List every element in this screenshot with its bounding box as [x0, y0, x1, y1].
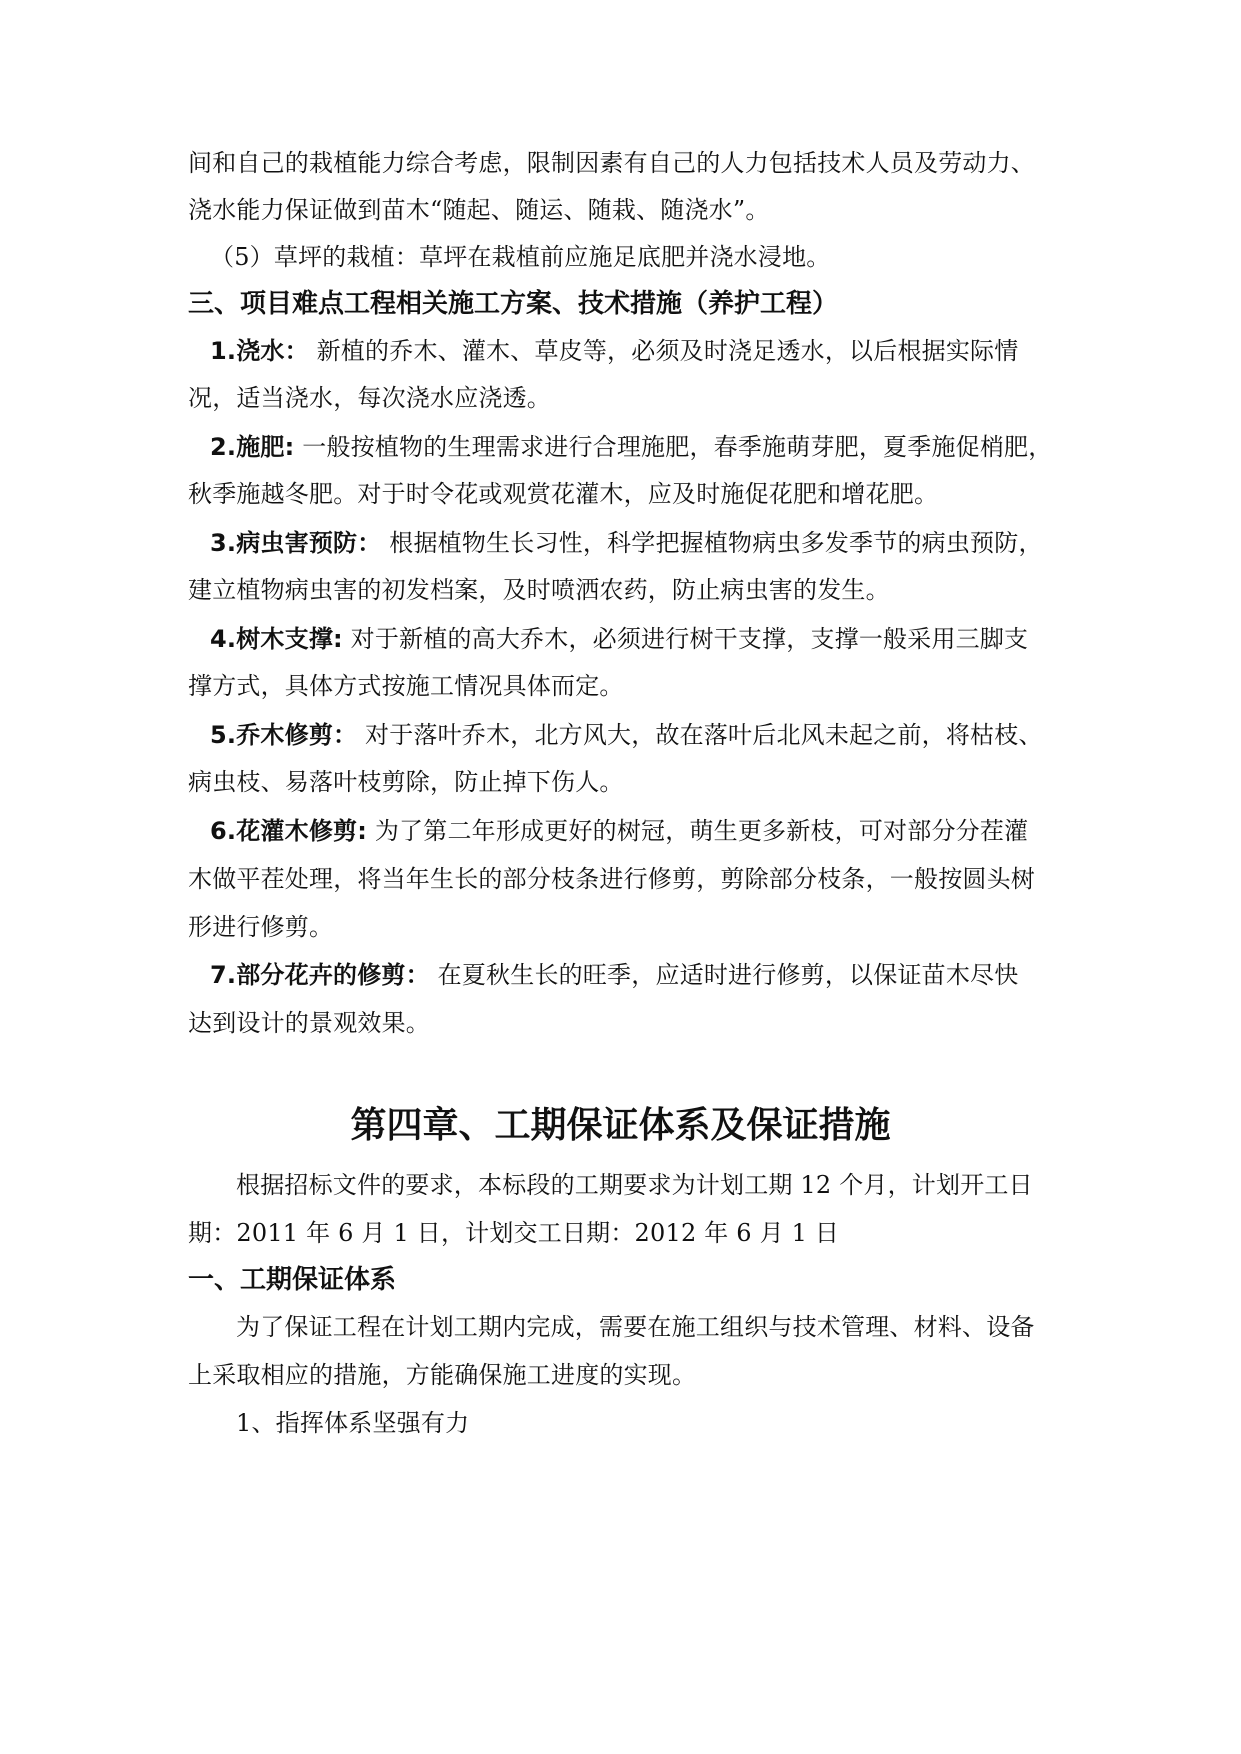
paragraph-line: 间和自己的栽植能力综合考虑，限制因素有自己的人力包括技术人员及劳动力、	[188, 149, 1035, 177]
measure-5-line	[210, 718, 1043, 752]
measure-label: 2.施肥:	[210, 433, 295, 461]
measure-2-line-2: 秋季施越冬肥。对于时令花或观赏花灌木，应及时施促花肥和增花肥。	[188, 480, 939, 508]
measure-text: 根据植物生长习性，科学把握植物病虫多发季节的病虫预防，	[381, 529, 1043, 557]
measure-text: 一般按植物的生理需求进行合理施肥，春季施萌芽肥，夏季施促梢肥，	[294, 433, 1053, 461]
section-3-heading: 三、项目难点工程相关施工方案、技术措施（养护工程）	[188, 289, 839, 319]
measure-label: 5.乔木修剪：	[210, 721, 358, 749]
measure-label: 3.病虫害预防：	[210, 529, 382, 557]
measure-1-line-2: 况，适当浇水，每次浇水应浇透。	[188, 384, 551, 412]
subsection-1-heading: 1、指挥体系坚强有力	[236, 1409, 470, 1437]
measure-label: 4.树木支撑:	[210, 625, 343, 653]
measure-3-line-2: 建立植物病虫害的初发档案，及时喷洒农药，防止病虫害的发生。	[188, 576, 890, 604]
measure-text: 对于落叶乔木，北方风大，故在落叶后北风未起之前，将枯枝、	[357, 721, 1043, 749]
measure-6-line-3: 形进行修剪。	[188, 913, 334, 941]
section-1-heading: 一、工期保证体系	[188, 1265, 397, 1295]
chapter-4-intro-line-1: 根据招标文件的要求，本标段的工期要求为计划工期 12 个月，计划开工日	[236, 1171, 1033, 1199]
measure-7-line	[210, 958, 1018, 992]
section-1-para-line-2: 上采取相应的措施，方能确保施工进度的实现。	[188, 1361, 697, 1389]
measure-label: 1.浇水：	[210, 337, 309, 365]
measure-3-line	[210, 526, 1043, 560]
measure-7-line-2: 达到设计的景观效果。	[188, 1009, 430, 1037]
measure-6-line	[210, 814, 1028, 848]
measure-1-line	[210, 334, 1018, 368]
measure-label: 7.部分花卉的修剪：	[210, 961, 430, 989]
measure-6-line-2: 木做平茬处理，将当年生长的部分枝条进行修剪，剪除部分枝条，一般按圆头树	[188, 865, 1035, 893]
measure-text: 对于新植的高大乔木，必须进行树干支撑，支撑一般采用三脚支	[342, 625, 1029, 653]
paragraph-line: 浇水能力保证做到苗木“随起、随运、随栽、随浇水”。	[188, 196, 770, 224]
chapter-4-intro-line-2: 期：2011 年 6 月 1 日，计划交工日期：2012 年 6 月 1 日	[188, 1219, 840, 1247]
measure-4-line	[210, 622, 1028, 656]
measure-2-line	[210, 430, 1052, 464]
section-1-para-line-1: 为了保证工程在计划工期内完成，需要在施工组织与技术管理、材料、设备	[236, 1313, 1035, 1341]
measure-4-line-2: 撑方式，具体方式按施工情况具体而定。	[188, 672, 624, 700]
measure-label: 6.花灌木修剪:	[210, 817, 368, 845]
item-5-lawn-planting: （5）草坪的栽植：草坪在栽植前应施足底肥并浇水浸地。	[210, 243, 831, 271]
measure-text: 新植的乔木、灌木、草皮等，必须及时浇足透水，以后根据实际情	[308, 337, 1019, 365]
measure-text: 为了第二年形成更好的树冠，萌生更多新枝，可对部分分茬灌	[367, 817, 1029, 845]
measure-text: 在夏秋生长的旺季，应适时进行修剪，以保证苗木尽快	[429, 961, 1019, 989]
chapter-4-title: 第四章、工期保证体系及保证措施	[350, 1105, 891, 1146]
measure-5-line-2: 病虫枝、易落叶枝剪除，防止掉下伤人。	[188, 768, 624, 796]
